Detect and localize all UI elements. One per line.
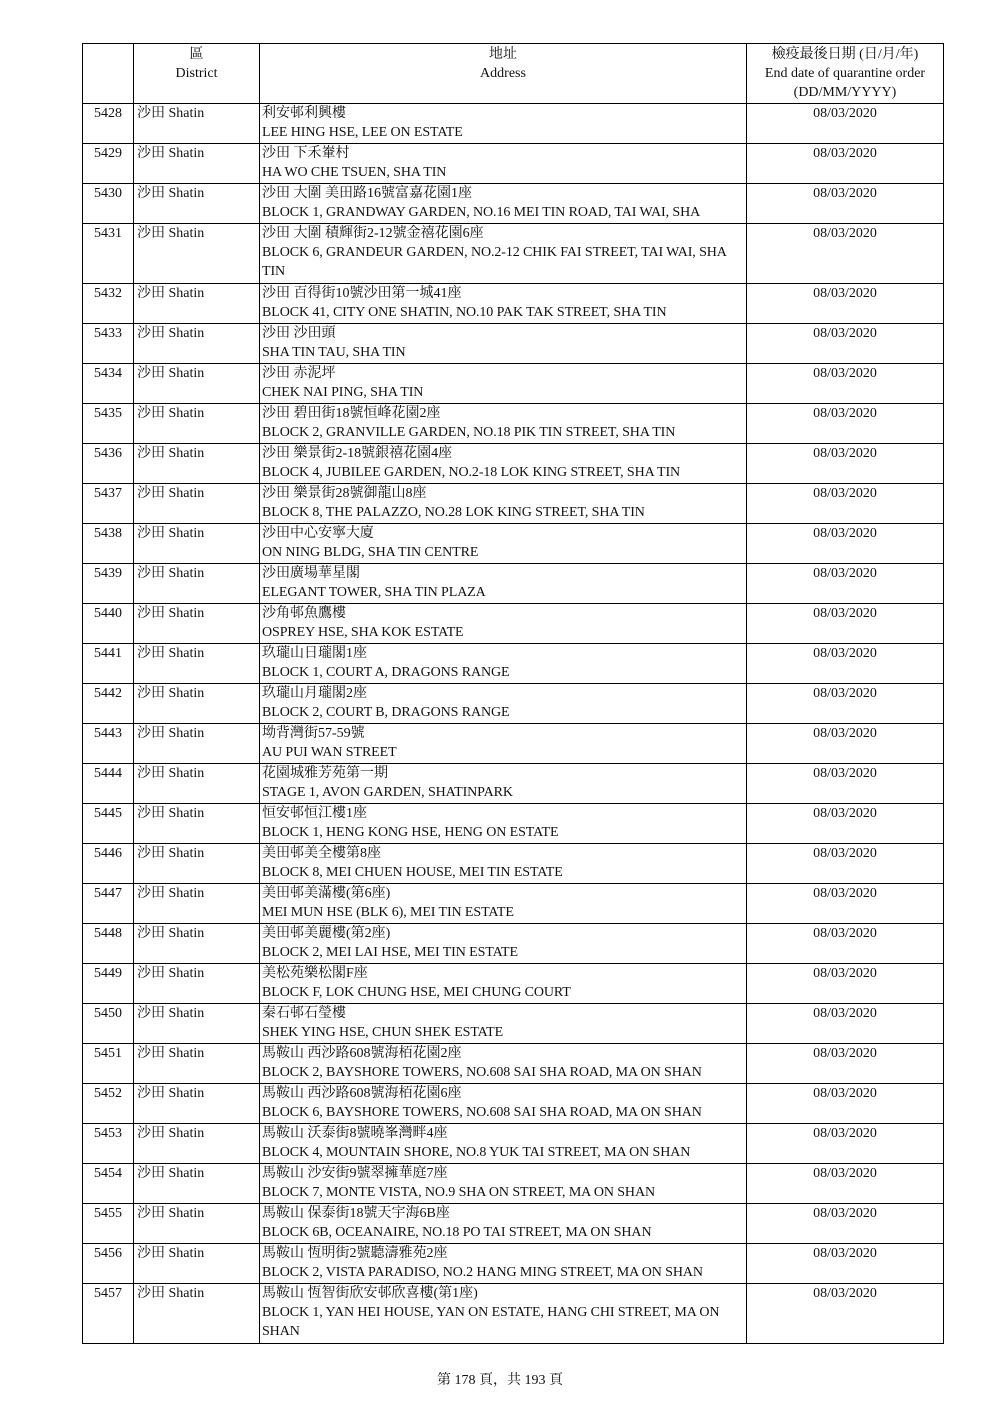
- row-address: [260, 604, 747, 644]
- header-date-en: End date of quarantine order: [764, 66, 926, 81]
- row-address: [260, 644, 747, 684]
- row-quarantine-end-date: 08/03/2020: [747, 1284, 944, 1344]
- row-district: 沙田 Shatin: [134, 564, 260, 604]
- row-quarantine-end-date: 08/03/2020: [747, 1164, 944, 1204]
- row-number: 5446: [83, 844, 134, 884]
- row-quarantine-end-date: 08/03/2020: [747, 1124, 944, 1164]
- row-quarantine-end-date: 08/03/2020: [747, 684, 944, 724]
- quarantine-address-table: [82, 43, 944, 1344]
- row-quarantine-end-date: 08/03/2020: [747, 1244, 944, 1284]
- address-english: BLOCK 2, MEI LAI HSE, MEI TIN ESTATE: [262, 945, 518, 960]
- row-quarantine-end-date: 08/03/2020: [747, 184, 944, 224]
- address-chinese: 沙田廣場華星閣: [262, 566, 360, 581]
- address-english: BLOCK 7, MONTE VISTA, NO.9 SHA ON STREET, MA ON SHAN: [262, 1185, 655, 1200]
- header-address-cell: [260, 44, 747, 104]
- row-number: 5436: [83, 444, 134, 484]
- address-english: BLOCK F, LOK CHUNG HSE, MEI CHUNG COURT: [262, 985, 571, 1000]
- row-address: [260, 1204, 747, 1244]
- row-quarantine-end-date: 08/03/2020: [747, 724, 944, 764]
- address-chinese: 馬鞍山 恆明街2號聽濤雅苑2座: [262, 1246, 448, 1261]
- page-number: 第 178 頁，共 193 頁: [437, 1373, 563, 1388]
- address-chinese: 沙田 大圍 積輝街2-12號金禧花園6座: [262, 226, 484, 241]
- address-english: BLOCK 1, HENG KONG HSE, HENG ON ESTATE: [262, 825, 559, 840]
- table-row: [83, 564, 944, 604]
- address-chinese: 馬鞍山 保泰街18號天宇海6B座: [262, 1206, 450, 1221]
- row-district: 沙田 Shatin: [134, 1244, 260, 1284]
- row-address: [260, 684, 747, 724]
- row-address: [260, 1164, 747, 1204]
- row-district: 沙田 Shatin: [134, 404, 260, 444]
- table-row: [83, 144, 944, 184]
- row-district: 沙田 Shatin: [134, 184, 260, 224]
- row-number: 5455: [83, 1204, 134, 1244]
- address-english: BLOCK 6, BAYSHORE TOWERS, NO.608 SAI SHA ROAD, MA ON SHAN: [262, 1105, 702, 1120]
- table-row: [83, 964, 944, 1004]
- row-address: [260, 924, 747, 964]
- address-chinese: 美田邨美滿樓(第6座): [262, 886, 391, 901]
- table-row: [83, 1284, 944, 1344]
- address-english: SHEK YING HSE, CHUN SHEK ESTATE: [262, 1025, 504, 1040]
- row-district: 沙田 Shatin: [134, 1284, 260, 1344]
- row-number: 5451: [83, 1044, 134, 1084]
- row-address: [260, 724, 747, 764]
- address-english: LEE HING HSE, LEE ON ESTATE: [262, 125, 463, 140]
- row-number: 5442: [83, 684, 134, 724]
- table-row: [83, 1084, 944, 1124]
- address-chinese: 秦石邨石瑩樓: [262, 1006, 346, 1021]
- row-district: 沙田 Shatin: [134, 804, 260, 844]
- row-number: 5437: [83, 484, 134, 524]
- address-chinese: 沙田 百得街10號沙田第一城41座: [262, 286, 462, 301]
- address-chinese: 美田邨美麗樓(第2座): [262, 926, 391, 941]
- row-district: 沙田 Shatin: [134, 104, 260, 144]
- address-english: ELEGANT TOWER, SHA TIN PLAZA: [262, 585, 486, 600]
- table-row: [83, 224, 944, 284]
- row-number: 5432: [83, 284, 134, 324]
- table-row: [83, 284, 944, 324]
- address-english: SHA TIN TAU, SHA TIN: [262, 345, 406, 360]
- row-district: 沙田 Shatin: [134, 764, 260, 804]
- row-address: [260, 284, 747, 324]
- address-chinese: 沙田 樂景街2-18號銀禧花園4座: [262, 446, 453, 461]
- address-chinese: 馬鞍山 沙安街9號翠擁華庭7座: [262, 1166, 448, 1181]
- row-quarantine-end-date: 08/03/2020: [747, 884, 944, 924]
- address-chinese: 馬鞍山 沃泰街8號曉峯灣畔4座: [262, 1126, 448, 1141]
- address-english: STAGE 1, AVON GARDEN, SHATINPARK: [262, 785, 513, 800]
- row-district: 沙田 Shatin: [134, 144, 260, 184]
- row-quarantine-end-date: 08/03/2020: [747, 104, 944, 144]
- row-quarantine-end-date: 08/03/2020: [747, 764, 944, 804]
- address-english: OSPREY HSE, SHA KOK ESTATE: [262, 625, 464, 640]
- address-english: BLOCK 8, MEI CHUEN HOUSE, MEI TIN ESTATE: [262, 865, 563, 880]
- row-number: 5450: [83, 1004, 134, 1044]
- row-number: 5454: [83, 1164, 134, 1204]
- table-row: [83, 524, 944, 564]
- row-quarantine-end-date: 08/03/2020: [747, 844, 944, 884]
- header-date-zh: 檢疫最後日期 (日/月/年): [771, 47, 919, 62]
- row-address: [260, 1084, 747, 1124]
- table-row: [83, 1124, 944, 1164]
- header-no-cell: [83, 44, 134, 104]
- header-row: [83, 44, 944, 104]
- header-address-zh: 地址: [489, 47, 517, 62]
- table-row: [83, 1244, 944, 1284]
- row-district: 沙田 Shatin: [134, 1204, 260, 1244]
- row-district: 沙田 Shatin: [134, 1004, 260, 1044]
- row-number: 5429: [83, 144, 134, 184]
- row-quarantine-end-date: 08/03/2020: [747, 964, 944, 1004]
- row-number: 5452: [83, 1084, 134, 1124]
- row-number: 5438: [83, 524, 134, 564]
- row-address: [260, 524, 747, 564]
- row-number: 5457: [83, 1284, 134, 1344]
- row-number: 5447: [83, 884, 134, 924]
- address-chinese: 坳背灣街57-59號: [262, 726, 365, 741]
- table-row: [83, 364, 944, 404]
- address-chinese: 玖瓏山月瓏閣2座: [262, 686, 367, 701]
- row-quarantine-end-date: 08/03/2020: [747, 1084, 944, 1124]
- table-body: [83, 104, 944, 1344]
- row-quarantine-end-date: 08/03/2020: [747, 484, 944, 524]
- row-address: [260, 1244, 747, 1284]
- row-number: 5453: [83, 1124, 134, 1164]
- row-address: [260, 1004, 747, 1044]
- row-quarantine-end-date: 08/03/2020: [747, 524, 944, 564]
- address-chinese: 沙田 碧田街18號恒峰花園2座: [262, 406, 441, 421]
- address-english: BLOCK 2, VISTA PARADISO, NO.2 HANG MING STREET, MA ON SHAN: [262, 1265, 703, 1280]
- row-quarantine-end-date: 08/03/2020: [747, 404, 944, 444]
- row-quarantine-end-date: 08/03/2020: [747, 144, 944, 184]
- address-english: BLOCK 4, MOUNTAIN SHORE, NO.8 YUK TAI STREET, MA ON SHAN: [262, 1145, 691, 1160]
- row-address: [260, 1044, 747, 1084]
- address-chinese: 馬鞍山 恆智街欣安邨欣喜樓(第1座): [262, 1286, 478, 1301]
- row-district: 沙田 Shatin: [134, 284, 260, 324]
- address-english: AU PUI WAN STREET: [262, 745, 397, 760]
- row-address: [260, 564, 747, 604]
- row-quarantine-end-date: 08/03/2020: [747, 444, 944, 484]
- row-district: 沙田 Shatin: [134, 224, 260, 284]
- address-chinese: 馬鞍山 西沙路608號海栢花園2座: [262, 1046, 462, 1061]
- row-quarantine-end-date: 08/03/2020: [747, 1204, 944, 1244]
- table-row: [83, 844, 944, 884]
- address-english: BLOCK 1, YAN HEI HOUSE, YAN ON ESTATE, HANG CHI STREET, MA ON SHAN: [262, 1305, 720, 1339]
- row-address: [260, 484, 747, 524]
- address-english: CHEK NAI PING, SHA TIN: [262, 385, 424, 400]
- table-row: [83, 604, 944, 644]
- row-number: 5435: [83, 404, 134, 444]
- row-address: [260, 1124, 747, 1164]
- address-chinese: 花園城雅芳苑第一期: [262, 766, 388, 781]
- row-number: 5431: [83, 224, 134, 284]
- row-district: 沙田 Shatin: [134, 364, 260, 404]
- row-address: [260, 444, 747, 484]
- row-address: [260, 324, 747, 364]
- address-english: BLOCK 41, CITY ONE SHATIN, NO.10 PAK TAK STREET, SHA TIN: [262, 305, 667, 320]
- row-district: 沙田 Shatin: [134, 684, 260, 724]
- header-district-en: District: [175, 66, 218, 81]
- row-number: 5456: [83, 1244, 134, 1284]
- row-number: 5444: [83, 764, 134, 804]
- table-row: [83, 184, 944, 224]
- header-date-cell: [747, 44, 944, 104]
- row-district: 沙田 Shatin: [134, 1164, 260, 1204]
- address-english: BLOCK 8, THE PALAZZO, NO.28 LOK KING STREET, SHA TIN: [262, 505, 645, 520]
- table-row: [83, 724, 944, 764]
- table-row: [83, 924, 944, 964]
- row-number: 5445: [83, 804, 134, 844]
- address-chinese: 沙田 下禾輋村: [262, 146, 350, 161]
- address-english: BLOCK 2, GRANVILLE GARDEN, NO.18 PIK TIN STREET, SHA TIN: [262, 425, 676, 440]
- row-address: [260, 104, 747, 144]
- row-district: 沙田 Shatin: [134, 604, 260, 644]
- table-row: [83, 1164, 944, 1204]
- row-quarantine-end-date: 08/03/2020: [747, 804, 944, 844]
- address-english: HA WO CHE TSUEN, SHA TIN: [262, 165, 447, 180]
- row-district: 沙田 Shatin: [134, 844, 260, 884]
- table-header: [83, 44, 944, 104]
- table-row: [83, 324, 944, 364]
- row-district: 沙田 Shatin: [134, 524, 260, 564]
- row-address: [260, 364, 747, 404]
- row-number: 5434: [83, 364, 134, 404]
- row-number: 5449: [83, 964, 134, 1004]
- row-district: 沙田 Shatin: [134, 884, 260, 924]
- row-quarantine-end-date: 08/03/2020: [747, 924, 944, 964]
- row-address: [260, 184, 747, 224]
- table-row: [83, 804, 944, 844]
- row-number: 5443: [83, 724, 134, 764]
- row-number: 5439: [83, 564, 134, 604]
- address-english: BLOCK 6B, OCEANAIRE, NO.18 PO TAI STREET, MA ON SHAN: [262, 1225, 652, 1240]
- row-number: 5440: [83, 604, 134, 644]
- address-chinese: 美田邨美全樓第8座: [262, 846, 381, 861]
- address-english: BLOCK 1, GRANDWAY GARDEN, NO.16 MEI TIN ROAD, TAI WAI, SHA: [262, 205, 701, 220]
- address-chinese: 美松苑樂松閣F座: [262, 966, 368, 981]
- address-english: BLOCK 2, BAYSHORE TOWERS, NO.608 SAI SHA ROAD, MA ON SHAN: [262, 1065, 702, 1080]
- address-chinese: 馬鞍山 西沙路608號海栢花園6座: [262, 1086, 462, 1101]
- row-quarantine-end-date: 08/03/2020: [747, 224, 944, 284]
- table-row: [83, 1044, 944, 1084]
- row-quarantine-end-date: 08/03/2020: [747, 604, 944, 644]
- row-number: 5441: [83, 644, 134, 684]
- row-address: [260, 884, 747, 924]
- header-address-en: Address: [480, 66, 526, 81]
- row-district: 沙田 Shatin: [134, 1124, 260, 1164]
- address-english: BLOCK 1, COURT A, DRAGONS RANGE: [262, 665, 510, 680]
- table-row: [83, 644, 944, 684]
- header-date-format: (DD/MM/YYYY): [793, 85, 897, 100]
- row-quarantine-end-date: 08/03/2020: [747, 324, 944, 364]
- header-district-cell: [134, 44, 260, 104]
- row-quarantine-end-date: 08/03/2020: [747, 364, 944, 404]
- table-row: [83, 444, 944, 484]
- row-address: [260, 844, 747, 884]
- row-address: [260, 404, 747, 444]
- table-row: [83, 484, 944, 524]
- row-number: 5448: [83, 924, 134, 964]
- table-row: [83, 764, 944, 804]
- row-address: [260, 224, 747, 284]
- address-english: ON NING BLDG, SHA TIN CENTRE: [262, 545, 479, 560]
- address-chinese: 沙角邨魚鷹樓: [262, 606, 346, 621]
- address-english: BLOCK 4, JUBILEE GARDEN, NO.2-18 LOK KING STREET, SHA TIN: [262, 465, 681, 480]
- address-chinese: 恒安邨恒江樓1座: [262, 806, 367, 821]
- row-quarantine-end-date: 08/03/2020: [747, 564, 944, 604]
- row-district: 沙田 Shatin: [134, 964, 260, 1004]
- address-english: MEI MUN HSE (BLK 6), MEI TIN ESTATE: [262, 905, 514, 920]
- table-row: [83, 404, 944, 444]
- address-english: BLOCK 6, GRANDEUR GARDEN, NO.2-12 CHIK FAI STREET, TAI WAI, SHA TIN: [262, 245, 727, 279]
- table-row: [83, 1004, 944, 1044]
- row-district: 沙田 Shatin: [134, 484, 260, 524]
- row-quarantine-end-date: 08/03/2020: [747, 284, 944, 324]
- row-district: 沙田 Shatin: [134, 724, 260, 764]
- row-quarantine-end-date: 08/03/2020: [747, 644, 944, 684]
- row-district: 沙田 Shatin: [134, 644, 260, 684]
- address-chinese: 沙田 大圍 美田路16號富嘉花園1座: [262, 186, 472, 201]
- table-row: [83, 884, 944, 924]
- address-chinese: 沙田 樂景街28號御龍山8座: [262, 486, 427, 501]
- address-chinese: 沙田 沙田頭: [262, 326, 336, 341]
- row-quarantine-end-date: 08/03/2020: [747, 1004, 944, 1044]
- row-number: 5430: [83, 184, 134, 224]
- row-address: [260, 144, 747, 184]
- address-chinese: 利安邨利興樓: [262, 106, 346, 121]
- row-district: 沙田 Shatin: [134, 1084, 260, 1124]
- row-address: [260, 964, 747, 1004]
- row-district: 沙田 Shatin: [134, 444, 260, 484]
- table-row: [83, 104, 944, 144]
- row-quarantine-end-date: 08/03/2020: [747, 1044, 944, 1084]
- address-english: BLOCK 2, COURT B, DRAGONS RANGE: [262, 705, 510, 720]
- header-district-zh: 區: [189, 47, 204, 62]
- table-row: [83, 684, 944, 724]
- row-number: 5433: [83, 324, 134, 364]
- address-chinese: 沙田中心安寧大廈: [262, 526, 374, 541]
- row-district: 沙田 Shatin: [134, 924, 260, 964]
- table-row: [83, 1204, 944, 1244]
- address-chinese: 玖瓏山日瓏閣1座: [262, 646, 367, 661]
- row-number: 5428: [83, 104, 134, 144]
- row-address: [260, 1284, 747, 1344]
- address-chinese: 沙田 赤泥坪: [262, 366, 336, 381]
- row-address: [260, 764, 747, 804]
- row-district: 沙田 Shatin: [134, 324, 260, 364]
- row-district: 沙田 Shatin: [134, 1044, 260, 1084]
- row-address: [260, 804, 747, 844]
